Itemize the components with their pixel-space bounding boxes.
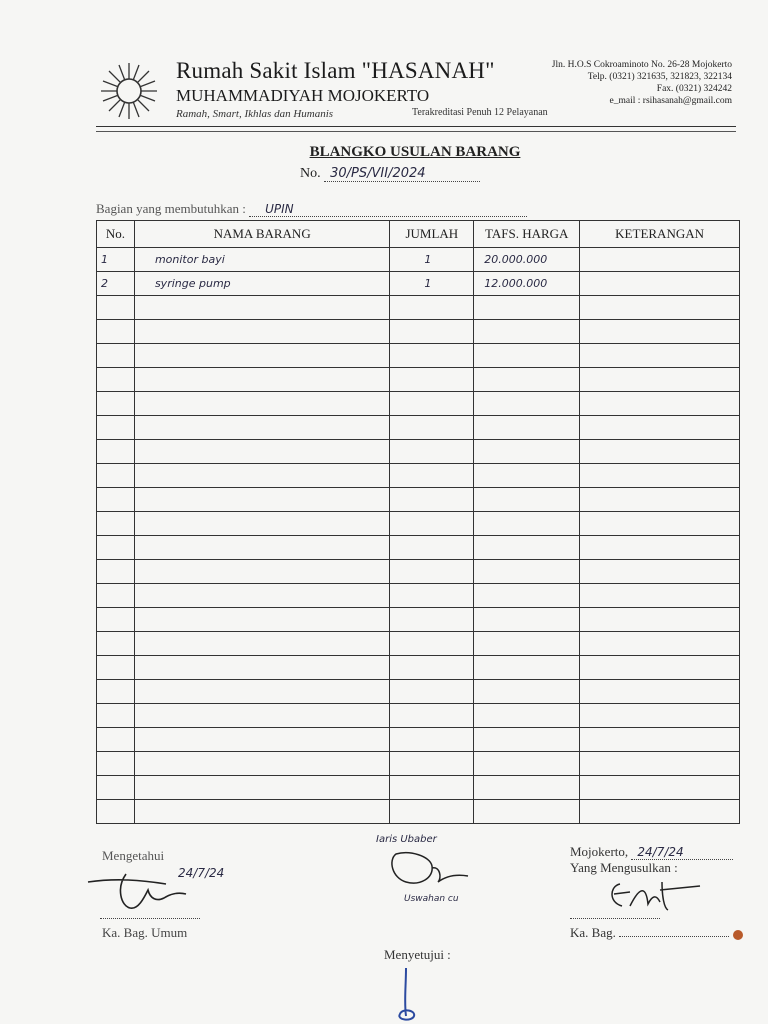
department-value: UPIN — [249, 202, 527, 217]
center-top-name: Iaris Ubaber — [376, 834, 437, 845]
row-no: 1 — [97, 248, 135, 272]
empty-row — [97, 296, 740, 320]
acknowledged-label: Mengetahui — [102, 848, 165, 863]
header-divider-thin — [96, 131, 736, 132]
table-header-row — [97, 221, 740, 248]
row-price: 20.000.000 — [474, 248, 580, 272]
empty-row — [97, 344, 740, 368]
empty-row — [97, 776, 740, 800]
empty-row — [97, 608, 740, 632]
header-price: TAFS. HARGA — [474, 221, 580, 248]
left-signature-icon — [86, 868, 216, 918]
right-signature-line — [570, 918, 660, 919]
row-quantity: 1 — [390, 272, 474, 296]
table-row — [97, 272, 740, 296]
header-divider — [96, 126, 736, 127]
center-bottom-name: Uswahan cu — [404, 894, 459, 904]
empty-row — [97, 416, 740, 440]
hospital-motto: Ramah, Smart, Ikhlas dan Humanis — [176, 108, 334, 120]
department-line — [96, 201, 527, 217]
row-item-name: monitor bayi — [134, 248, 389, 272]
department-label: Bagian yang membutuhkan : — [96, 201, 246, 216]
table-row — [97, 248, 740, 272]
empty-row — [97, 512, 740, 536]
right-signature-icon — [600, 876, 720, 920]
right-title-line — [570, 925, 729, 941]
left-date: 24/7/24 — [178, 866, 225, 880]
contact-block — [552, 59, 732, 107]
hospital-name: Rumah Sakit Islam "HASANAH" — [176, 58, 495, 83]
row-no: 2 — [97, 272, 135, 296]
empty-row — [97, 632, 740, 656]
form-number-value: 30/PS/VII/2024 — [324, 166, 480, 182]
empty-row — [97, 368, 740, 392]
header-no: No. — [97, 221, 135, 248]
form-title: BLANGKO USULAN BARANG — [309, 144, 521, 160]
right-title: Ka. Bag. — [570, 925, 616, 940]
row-quantity: 1 — [390, 248, 474, 272]
left-signature-line — [100, 918, 200, 919]
empty-row — [97, 800, 740, 824]
row-notes — [580, 272, 740, 296]
empty-row — [97, 704, 740, 728]
empty-row — [97, 656, 740, 680]
approve-signature-icon — [392, 966, 422, 1024]
organization-name: MUHAMMADIYAH MOJOKERTO — [176, 86, 430, 105]
place-date-line — [570, 844, 733, 860]
empty-row — [97, 536, 740, 560]
empty-row — [97, 752, 740, 776]
address-text: Jln. H.O.S Cokroaminoto No. 26-28 Mojokerto — [551, 60, 732, 70]
empty-row — [97, 728, 740, 752]
row-item-name: syringe pump — [134, 272, 389, 296]
approve-label: Menyetujui : — [384, 947, 451, 962]
right-date: 24/7/24 — [631, 845, 733, 860]
ink-stain — [733, 930, 743, 940]
hospital-logo-icon — [96, 60, 162, 122]
empty-row — [97, 584, 740, 608]
header-item-name: NAMA BARANG — [134, 221, 389, 248]
empty-row — [97, 680, 740, 704]
form-number-label: No. — [300, 166, 321, 181]
header-quantity: JUMLAH — [390, 221, 474, 248]
center-signature-icon — [386, 848, 476, 890]
empty-row — [97, 320, 740, 344]
place-label: Mojokerto, — [570, 844, 629, 859]
proposer-label: Yang Mengusulkan : — [570, 860, 678, 875]
row-notes — [580, 248, 740, 272]
left-title: Ka. Bag. Umum — [102, 925, 188, 940]
empty-row — [97, 560, 740, 584]
fax-text: Fax. (0321) 324242 — [656, 84, 732, 94]
empty-row — [97, 488, 740, 512]
items-table — [96, 220, 740, 824]
row-price: 12.000.000 — [474, 272, 580, 296]
email-text: e_mail : rsihasanah@gmail.com — [609, 96, 732, 106]
phone-text: Telp. (0321) 321635, 321823, 322134 — [587, 72, 732, 82]
accreditation-text: Terakreditasi Penuh 12 Pelayanan — [412, 107, 548, 118]
form-number — [300, 166, 480, 182]
empty-row — [97, 464, 740, 488]
empty-row — [97, 440, 740, 464]
header-notes: KETERANGAN — [580, 221, 740, 248]
empty-row — [97, 392, 740, 416]
